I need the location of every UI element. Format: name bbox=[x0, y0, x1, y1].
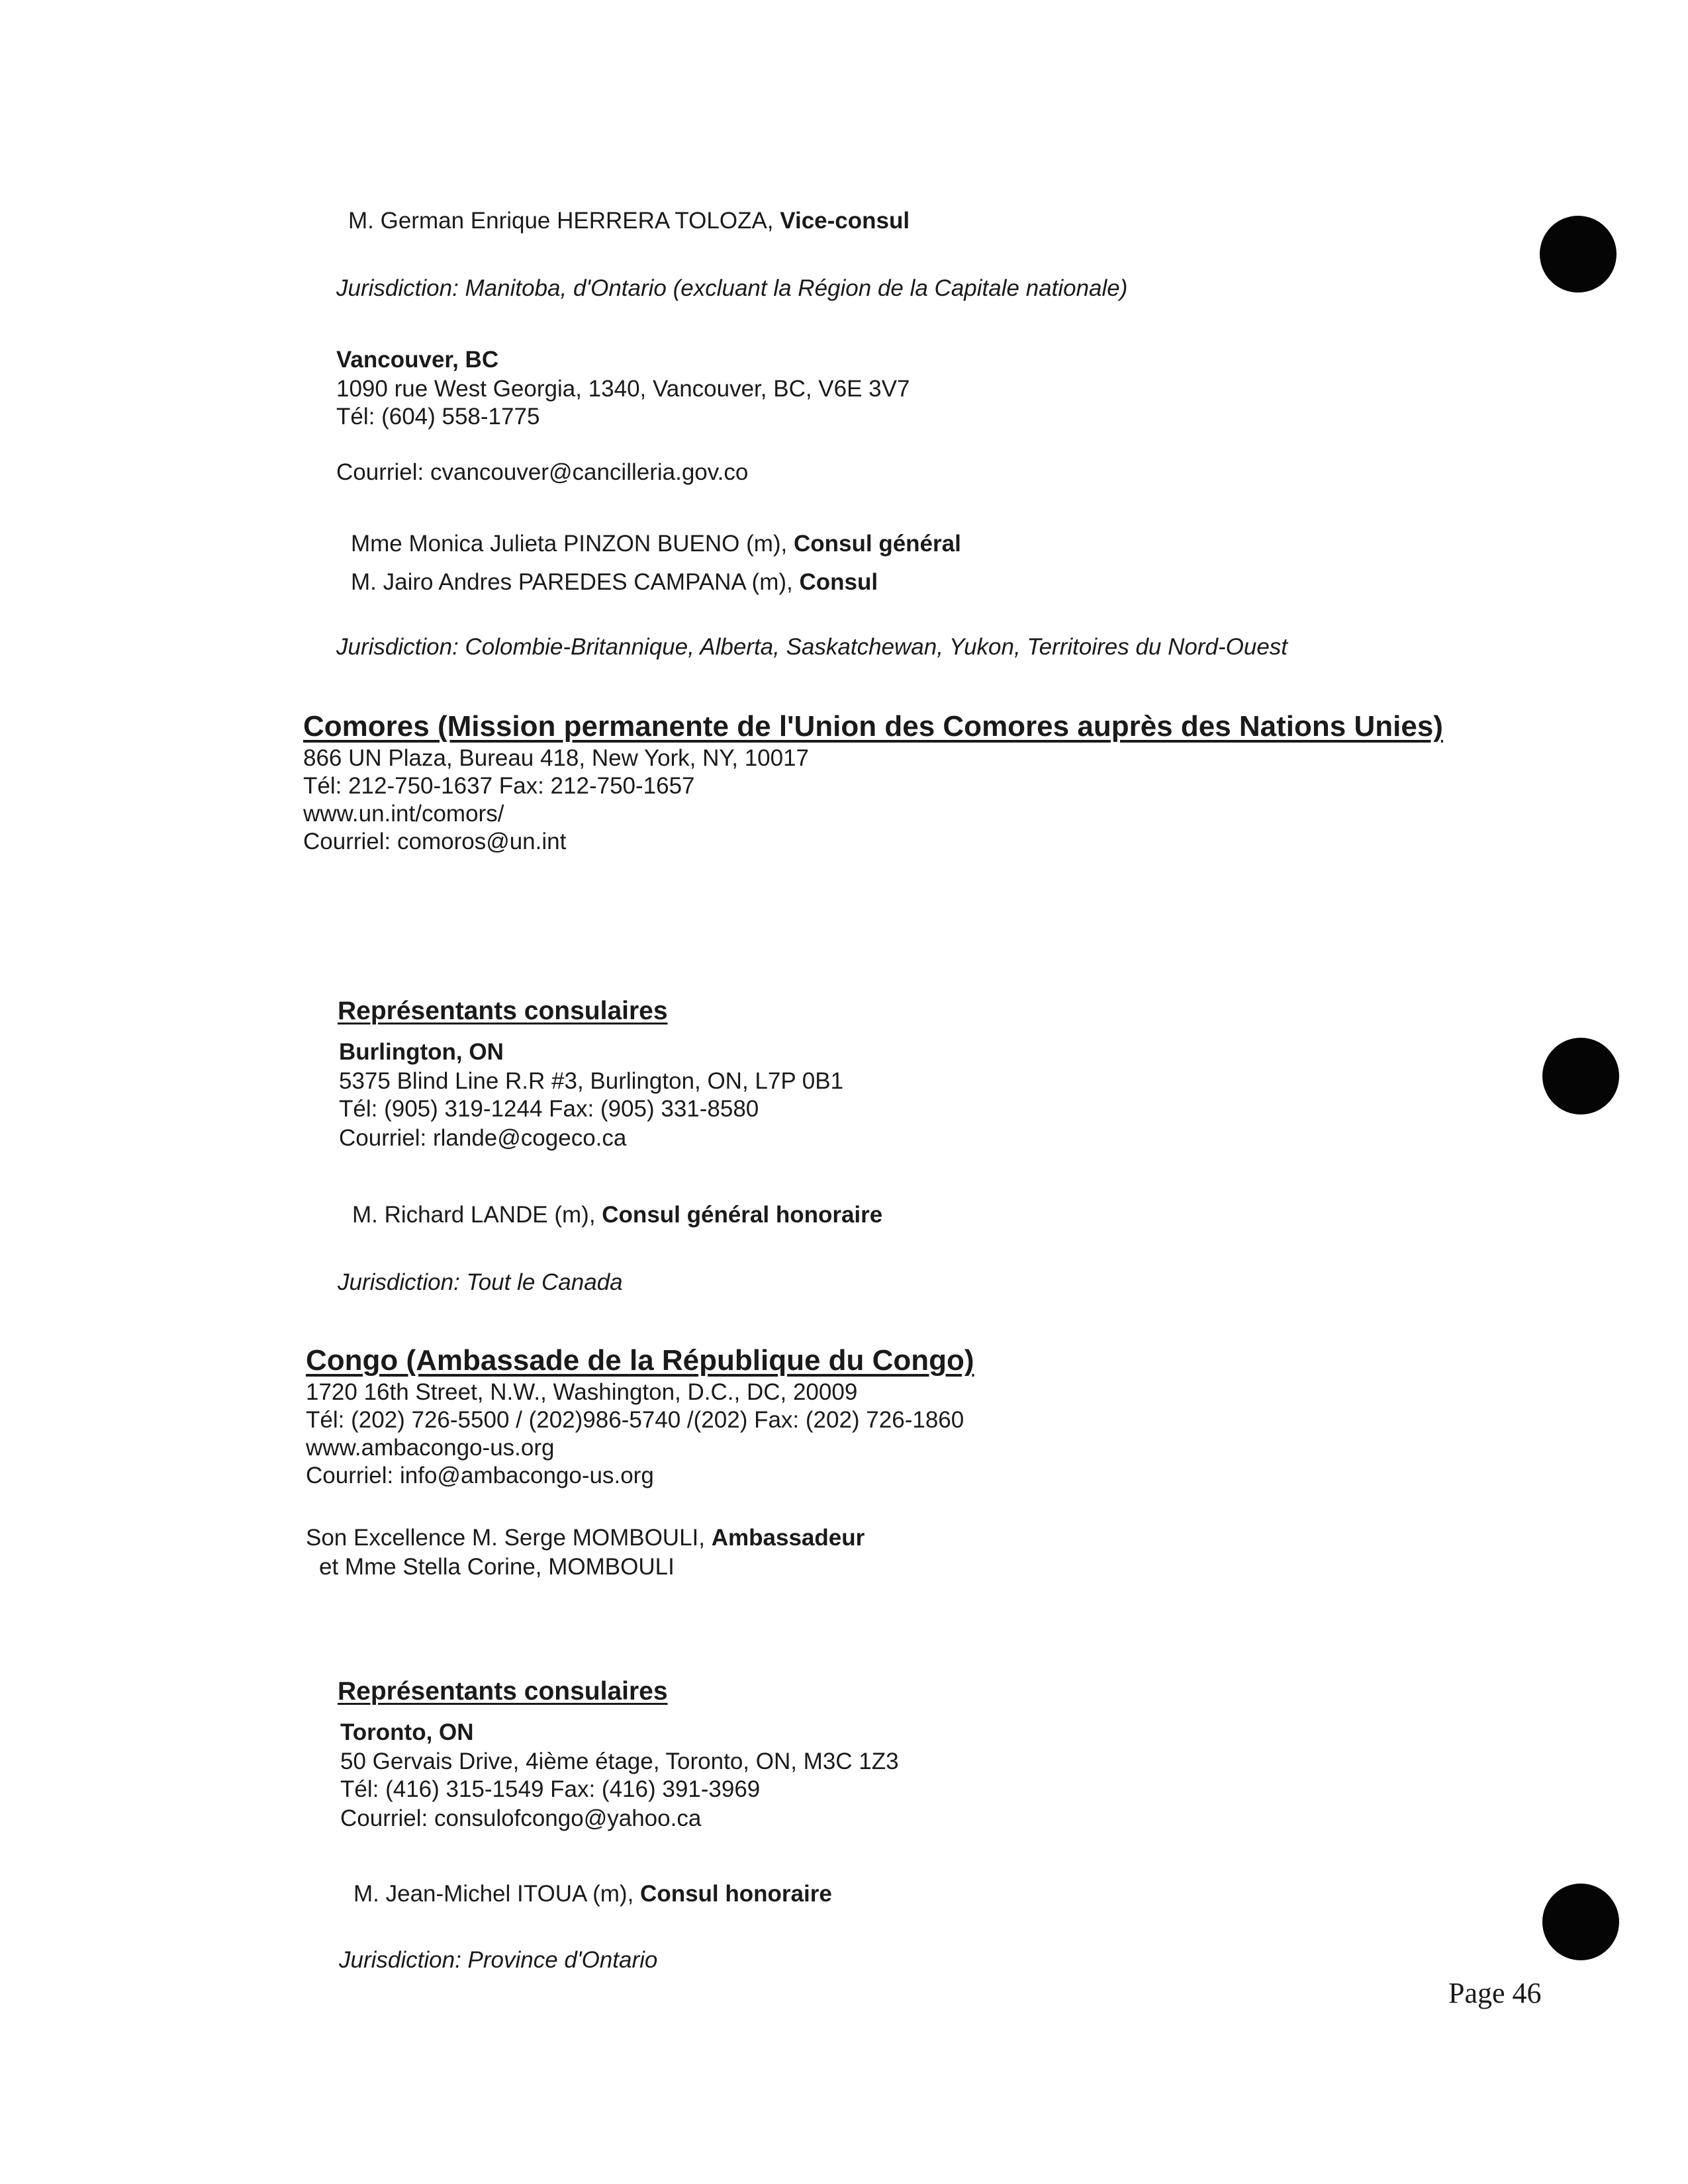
congo-tel: Tél: (202) 726-5500 / (202)986-5740 /(202) Fax: (202) 726-1860 bbox=[306, 1407, 964, 1433]
jurisdiction-text: Province d'Ontario bbox=[461, 1947, 658, 1973]
person-title: Consul honoraire bbox=[640, 1881, 832, 1907]
vancouver-city: Vancouver, BC bbox=[336, 347, 499, 373]
vancouver-tel: Tél: (604) 558-1775 bbox=[336, 404, 540, 430]
person-name: M. Jean-Michel ITOUA (m), bbox=[353, 1881, 641, 1907]
page-number: Page 46 bbox=[1448, 1977, 1542, 2009]
burlington-tel: Tél: (905) 319-1244 Fax: (905) 331-8580 bbox=[339, 1096, 759, 1122]
congo-address: 1720 16th Street, N.W., Washington, D.C., DC, 20009 bbox=[306, 1379, 858, 1405]
jurisdiction-toronto-congo bbox=[339, 1946, 657, 1975]
comores-heading: Comores (Mission permanente de l'Union des Comores auprès des Nations Unies) bbox=[303, 710, 1443, 743]
vice-consul-entry bbox=[348, 206, 910, 236]
jurisdiction-toronto bbox=[336, 274, 1127, 303]
person-title: Consul bbox=[799, 569, 878, 595]
comores-consular-heading: Représentants consulaires bbox=[338, 997, 668, 1025]
burlington-consul bbox=[352, 1201, 882, 1230]
burlington-city: Burlington, ON bbox=[339, 1039, 504, 1065]
person-name: Son Excellence M. Serge MOMBOULI, bbox=[306, 1525, 712, 1551]
jurisdiction-text: Manitoba, d'Ontario (excluant la Région de la Capitale nationale) bbox=[458, 275, 1128, 301]
comores-web: www.un.int/comors/ bbox=[303, 801, 504, 827]
vancouver-address: 1090 rue West Georgia, 1340, Vancouver, BC, V6E 3V7 bbox=[336, 376, 910, 402]
vancouver-consul bbox=[351, 568, 878, 597]
toronto-email: Courriel: consulofcongo@yahoo.ca bbox=[340, 1805, 702, 1831]
binder-hole-top bbox=[1540, 216, 1617, 293]
vancouver-email: Courriel: cvancouver@cancilleria.gov.co bbox=[336, 459, 749, 485]
binder-hole-middle bbox=[1542, 1038, 1619, 1115]
jurisdiction-vancouver bbox=[336, 633, 1288, 662]
person-name: M. Jairo Andres PAREDES CAMPANA (m), bbox=[351, 569, 800, 595]
jurisdiction-label: Jurisdiction: bbox=[336, 634, 459, 660]
jurisdiction-text: Tout le Canada bbox=[459, 1269, 623, 1295]
toronto-tel: Tél: (416) 315-1549 Fax: (416) 391-3969 bbox=[340, 1776, 761, 1802]
comores-email: Courriel: comoros@un.int bbox=[303, 829, 567, 854]
binder-hole-bottom bbox=[1542, 1884, 1619, 1960]
toronto-city: Toronto, ON bbox=[340, 1719, 474, 1745]
person-name: Mme Monica Julieta PINZON BUENO (m), bbox=[351, 531, 794, 557]
toronto-address: 50 Gervais Drive, 4ième étage, Toronto, ON, M3C 1Z3 bbox=[340, 1749, 899, 1774]
person-title: Ambassadeur bbox=[711, 1525, 865, 1551]
congo-ambassador bbox=[306, 1524, 865, 1553]
person-title: Consul général honoraire bbox=[602, 1202, 883, 1228]
burlington-email: Courriel: rlande@cogeco.ca bbox=[339, 1125, 627, 1151]
vice-consul-name: M. German Enrique HERRERA TOLOZA, bbox=[348, 208, 780, 234]
jurisdiction-label: Jurisdiction: bbox=[336, 275, 459, 301]
congo-email: Courriel: info@ambacongo-us.org bbox=[306, 1463, 654, 1488]
burlington-address: 5375 Blind Line R.R #3, Burlington, ON, L7P 0B1 bbox=[339, 1068, 844, 1094]
congo-heading: Congo (Ambassade de la République du Congo) bbox=[306, 1344, 974, 1377]
jurisdiction-burlington bbox=[338, 1268, 623, 1297]
comores-tel: Tél: 212-750-1637 Fax: 212-750-1657 bbox=[303, 773, 695, 799]
toronto-consul bbox=[353, 1880, 832, 1909]
vancouver-consul-general bbox=[351, 529, 961, 559]
person-title: Consul général bbox=[794, 531, 961, 557]
person-name: M. Richard LANDE (m), bbox=[352, 1202, 602, 1228]
congo-consular-heading: Représentants consulaires bbox=[338, 1677, 668, 1706]
jurisdiction-label: Jurisdiction: bbox=[338, 1269, 460, 1295]
jurisdiction-label: Jurisdiction: bbox=[339, 1947, 461, 1973]
congo-spouse: et Mme Stella Corine, MOMBOULI bbox=[319, 1554, 675, 1580]
vice-consul-title: Vice-consul bbox=[780, 208, 910, 234]
congo-web: www.ambacongo-us.org bbox=[306, 1435, 555, 1461]
comores-address: 866 UN Plaza, Bureau 418, New York, NY, 10017 bbox=[303, 745, 810, 771]
jurisdiction-text: Colombie-Britannique, Alberta, Saskatchewan, Yukon, Territoires du Nord-Ouest bbox=[458, 634, 1288, 660]
